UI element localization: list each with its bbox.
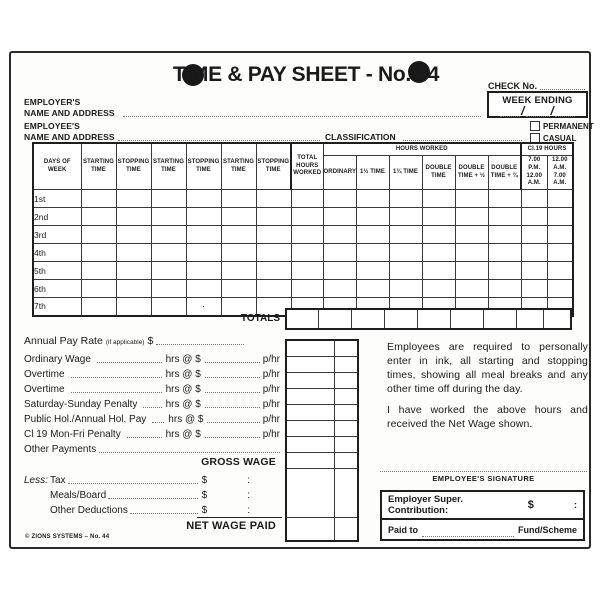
time-cell xyxy=(221,262,256,280)
table-row xyxy=(33,262,573,280)
time-cell xyxy=(186,280,221,298)
gross-wage-box xyxy=(287,453,357,469)
col-header-stopping-3: STOPPING TIME xyxy=(256,143,291,190)
hours-blank xyxy=(71,367,162,378)
time-cell xyxy=(389,280,422,298)
time-cell xyxy=(291,280,323,298)
totals-label: TOTALS xyxy=(240,313,280,324)
form-title: TIME & PAY SHEET - No. 44 xyxy=(172,63,440,86)
week-ending-label: WEEK ENDING xyxy=(502,95,573,106)
less-label: Less: xyxy=(24,475,48,486)
day-label: 3rd xyxy=(33,226,81,244)
time-cell xyxy=(389,226,422,244)
casual-label: CASUAL xyxy=(543,133,577,143)
group-header-cl19: Cl.19 HOURS xyxy=(521,143,573,156)
hrs-at-label: hrs @ $ xyxy=(165,354,201,365)
time-cell xyxy=(291,190,323,208)
amount-row xyxy=(287,421,357,437)
time-cell xyxy=(488,190,521,208)
amount-row xyxy=(287,357,357,373)
hrs-at-label: hrs @ $ xyxy=(165,429,201,440)
hrs-at-label: hrs @ $ xyxy=(165,369,201,380)
time-cell xyxy=(521,226,547,244)
date-slash: / xyxy=(521,104,525,118)
per-hour-label: p/hr xyxy=(262,414,280,425)
time-cell xyxy=(356,190,389,208)
amount-row xyxy=(287,437,357,453)
time-cell xyxy=(81,262,116,280)
col-header-starting-3: STARTING TIME xyxy=(221,143,256,190)
time-cell xyxy=(488,226,521,244)
table-row xyxy=(33,208,573,226)
time-cell xyxy=(186,208,221,226)
time-cell xyxy=(186,190,221,208)
time-cell xyxy=(151,280,186,298)
time-cell xyxy=(256,262,291,280)
time-cell xyxy=(151,226,186,244)
timesheet-body xyxy=(33,190,573,316)
permanent-checkbox xyxy=(530,121,540,131)
totals-cell xyxy=(544,310,570,328)
time-cell xyxy=(455,208,488,226)
amount-box-column xyxy=(285,339,359,542)
totals-cell xyxy=(451,310,484,328)
col-header-days: DAYS OF WEEK xyxy=(33,143,81,190)
time-cell xyxy=(256,280,291,298)
totals-boxes xyxy=(285,308,572,330)
hours-blank xyxy=(127,427,162,438)
time-cell xyxy=(488,208,521,226)
pay-line xyxy=(24,352,280,365)
time-cell xyxy=(151,244,186,262)
deduction-blank xyxy=(68,473,198,484)
col-header-starting-2: STARTING TIME xyxy=(151,143,186,190)
rate-blank xyxy=(205,397,260,408)
currency-symbol: $ xyxy=(147,335,154,347)
table-row xyxy=(33,244,573,262)
if-applicable-note: (if applicable) xyxy=(105,339,145,346)
paid-to-row xyxy=(382,520,583,539)
time-cell xyxy=(256,226,291,244)
pay-line xyxy=(24,412,280,425)
col-header-double-threeq: DOUBLE TIME + ¾ xyxy=(488,156,521,190)
amount-row xyxy=(287,389,357,405)
time-cell xyxy=(323,280,356,298)
time-cell xyxy=(81,244,116,262)
currency-symbol: $ xyxy=(201,505,208,516)
time-cell xyxy=(356,244,389,262)
cents-colon: : xyxy=(247,490,250,501)
employer-name-blank xyxy=(123,97,481,117)
pay-line xyxy=(24,367,280,380)
table-row xyxy=(33,226,573,244)
time-cell xyxy=(547,208,573,226)
time-cell xyxy=(422,190,455,208)
col-header-cl19-night: 12.00 A.M. 7.00 A.M. xyxy=(547,156,573,190)
col-header-total-hours: TOTAL HOURS WORKED xyxy=(291,143,323,190)
time-cell xyxy=(389,190,422,208)
pay-line-label: Overtime xyxy=(24,384,65,395)
time-cell xyxy=(389,244,422,262)
deductions-total-line xyxy=(197,517,282,518)
pay-line-label: Overtime xyxy=(24,369,65,380)
classification-blank xyxy=(403,121,522,141)
pay-line-label: Cl 19 Mon-Fri Penalty xyxy=(24,429,121,440)
time-cell xyxy=(186,244,221,262)
pay-line xyxy=(24,427,280,440)
col-header-ordinary: ORDINARY xyxy=(323,156,356,190)
time-cell xyxy=(291,244,323,262)
time-cell xyxy=(323,208,356,226)
time-cell xyxy=(422,280,455,298)
time-cell xyxy=(488,262,521,280)
per-hour-label: p/hr xyxy=(262,354,280,365)
time-cell xyxy=(521,262,547,280)
other-payments-label: Other Payments xyxy=(24,444,97,455)
time-cell xyxy=(356,262,389,280)
totals-row xyxy=(32,308,572,330)
deductions-box xyxy=(287,469,357,518)
time-cell xyxy=(291,262,323,280)
deduction-row-tax: Less: Tax $ : xyxy=(24,475,250,486)
time-cell xyxy=(455,280,488,298)
col-header-cl19-evening: 7.00 P.M. 12.00 A.M. xyxy=(521,156,547,190)
employee-signature-label: EMPLOYEE'S SIGNATURE xyxy=(432,474,535,483)
per-hour-label: p/hr xyxy=(262,384,280,395)
day-label: 2nd xyxy=(33,208,81,226)
time-cell xyxy=(291,208,323,226)
net-wage-paid-label: NET WAGE PAID xyxy=(186,520,276,532)
fund-scheme-label: Fund/Scheme xyxy=(517,524,577,535)
hours-blank xyxy=(152,412,164,423)
other-payments-line xyxy=(24,442,280,455)
time-cell xyxy=(422,226,455,244)
time-cell xyxy=(81,190,116,208)
net-wage-box xyxy=(287,518,357,540)
col-header-double-half: DOUBLE TIME + ½ xyxy=(455,156,488,190)
timesheet-table xyxy=(32,142,574,317)
check-no-label: CHECK No. xyxy=(488,81,537,91)
totals-cell xyxy=(352,310,385,328)
annual-pay-rate-line xyxy=(24,334,280,347)
hours-blank xyxy=(143,397,161,408)
cents-colon: : xyxy=(247,505,250,516)
amount-row xyxy=(287,373,357,389)
rate-blank xyxy=(205,427,260,438)
time-cell xyxy=(151,190,186,208)
time-cell xyxy=(81,226,116,244)
pay-line-label: Public Hol./Annual Hol. Pay xyxy=(24,414,147,425)
hrs-at-label: hrs @ $ xyxy=(165,399,201,410)
table-row xyxy=(33,190,573,208)
cents-colon: : xyxy=(573,499,577,511)
deduction-blank xyxy=(108,488,198,499)
time-cell xyxy=(356,280,389,298)
time-cell: · xyxy=(186,298,221,316)
col-header-1half-time: 1½ TIME xyxy=(356,156,389,190)
time-cell xyxy=(323,262,356,280)
currency-symbol: $ xyxy=(201,490,208,501)
time-cell xyxy=(521,190,547,208)
totals-cell xyxy=(385,310,418,328)
pay-line-label: Ordinary Wage xyxy=(24,354,91,365)
time-cell xyxy=(455,190,488,208)
time-cell xyxy=(323,190,356,208)
time-cell xyxy=(221,190,256,208)
time-cell xyxy=(256,208,291,226)
rate-blank xyxy=(207,412,259,423)
hrs-at-label: hrs @ $ xyxy=(168,414,204,425)
time-cell xyxy=(116,262,151,280)
per-hour-label: p/hr xyxy=(262,369,280,380)
super-contribution-row xyxy=(382,492,583,520)
currency-symbol: $ xyxy=(201,475,208,486)
totals-cell xyxy=(484,310,517,328)
totals-cell xyxy=(517,310,544,328)
time-cell xyxy=(186,262,221,280)
hrs-at-label: hrs @ $ xyxy=(165,384,201,395)
totals-cell xyxy=(319,310,352,328)
col-header-1threeq-time: 1¾ TIME xyxy=(389,156,422,190)
time-cell xyxy=(389,262,422,280)
pay-line xyxy=(24,382,280,395)
notice-paragraph-2: I have worked the above hours and received the Net Wage shown. xyxy=(387,404,588,430)
time-cell xyxy=(116,280,151,298)
per-hour-label: p/hr xyxy=(262,429,280,440)
totals-cell xyxy=(418,310,451,328)
day-label: 5th xyxy=(33,262,81,280)
time-cell xyxy=(323,226,356,244)
day-label: 4th xyxy=(33,244,81,262)
signature-blank xyxy=(380,456,587,472)
copyright: © ZIONS SYSTEMS – No. 44 xyxy=(25,534,110,540)
gross-wage-label: GROSS WAGE xyxy=(201,456,276,468)
time-cell xyxy=(291,226,323,244)
time-cell xyxy=(547,190,573,208)
time-cell xyxy=(221,208,256,226)
time-cell xyxy=(81,280,116,298)
cents-colon: : xyxy=(247,475,250,486)
permanent-label: PERMANENT xyxy=(543,121,594,131)
time-cell xyxy=(521,280,547,298)
time-cell xyxy=(186,226,221,244)
day-label: 7th xyxy=(33,298,81,316)
table-row xyxy=(33,280,573,298)
pay-sheet-form xyxy=(9,51,594,549)
per-hour-label: p/hr xyxy=(262,399,280,410)
time-cell xyxy=(221,280,256,298)
time-cell xyxy=(81,208,116,226)
time-cell xyxy=(488,280,521,298)
annual-rate-blank xyxy=(156,334,244,345)
check-no-blank xyxy=(540,80,585,90)
time-cell xyxy=(455,226,488,244)
hours-blank xyxy=(71,382,162,393)
time-cell xyxy=(356,226,389,244)
time-cell xyxy=(547,244,573,262)
time-cell xyxy=(422,208,455,226)
time-cell xyxy=(488,244,521,262)
week-ending-box xyxy=(487,91,588,118)
checkbox-permanent xyxy=(530,121,594,131)
time-cell xyxy=(422,244,455,262)
time-cell xyxy=(547,280,573,298)
time-cell xyxy=(547,262,573,280)
paid-to-label: Paid to xyxy=(388,524,419,535)
rate-blank xyxy=(205,367,260,378)
col-header-stopping-2: STOPPING TIME xyxy=(186,143,221,190)
time-cell xyxy=(151,208,186,226)
time-cell xyxy=(521,244,547,262)
deduction-blank xyxy=(130,503,198,514)
employer-label: EMPLOYER'S NAME AND ADDRESS xyxy=(24,97,115,118)
time-cell xyxy=(455,262,488,280)
group-header-hours-worked: HOURS WORKED xyxy=(323,143,521,156)
col-header-double-time: DOUBLE TIME xyxy=(422,156,455,190)
notice-paragraph-1: Employees are required to personally enter in ink, all starting and stopping times, showing all meal breaks and any other time off during the day. xyxy=(387,341,588,395)
other-payments-blank xyxy=(99,442,280,453)
pay-line xyxy=(24,397,280,410)
time-cell xyxy=(521,208,547,226)
day-label: 1st xyxy=(33,190,81,208)
time-cell xyxy=(221,244,256,262)
annual-pay-rate-label: Annual Pay Rate xyxy=(24,335,103,347)
hours-blank xyxy=(97,352,162,363)
amount-row xyxy=(287,405,357,421)
time-cell xyxy=(256,244,291,262)
time-cell xyxy=(116,208,151,226)
time-cell xyxy=(256,190,291,208)
paid-to-blank xyxy=(422,528,514,537)
super-contribution-box xyxy=(380,490,585,541)
time-cell xyxy=(455,244,488,262)
time-cell xyxy=(116,226,151,244)
week-ending-date-blank xyxy=(489,106,586,117)
amount-row xyxy=(287,341,357,357)
pay-line-label: Saturday-Sunday Penalty xyxy=(24,399,138,410)
time-cell xyxy=(356,208,389,226)
date-slash: / xyxy=(550,104,554,118)
classification-label: CLASSIFICATION xyxy=(325,132,396,142)
deduction-row-meals: Meals/Board $ : xyxy=(50,490,250,501)
deduction-row-other: Other Deductions $ : xyxy=(50,505,250,516)
time-cell xyxy=(221,226,256,244)
day-label: 6th xyxy=(33,280,81,298)
time-cell xyxy=(116,190,151,208)
employee-name-blank xyxy=(118,121,320,141)
time-cell xyxy=(323,244,356,262)
time-cell xyxy=(389,208,422,226)
check-no-line xyxy=(488,80,585,91)
currency-symbol: $ xyxy=(527,499,534,511)
rate-blank xyxy=(205,382,260,393)
time-cell xyxy=(116,244,151,262)
employee-label: EMPLOYEE'S NAME AND ADDRESS xyxy=(24,121,115,142)
time-cell xyxy=(151,262,186,280)
totals-cell xyxy=(287,310,319,328)
col-header-stopping-1: STOPPING TIME xyxy=(116,143,151,190)
super-contribution-label: Employer Super. Contribution: xyxy=(388,494,463,516)
time-cell xyxy=(547,226,573,244)
col-header-starting-1: STARTING TIME xyxy=(81,143,116,190)
rate-blank xyxy=(205,352,260,363)
time-cell xyxy=(422,262,455,280)
